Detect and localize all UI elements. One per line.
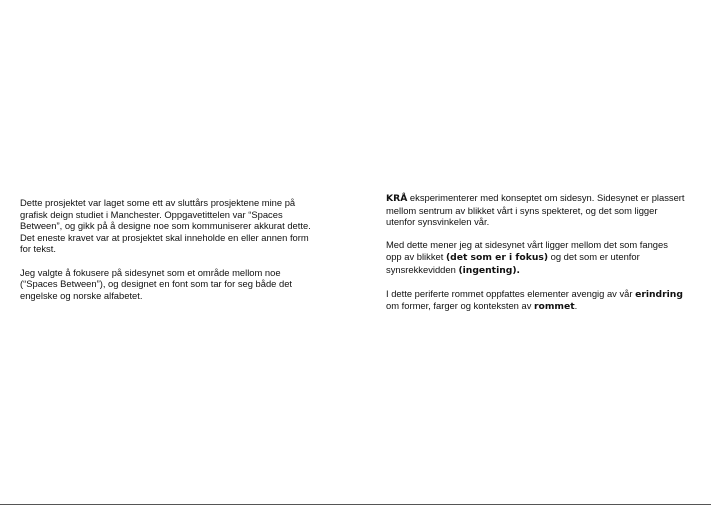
space-text-3: . xyxy=(574,300,578,312)
nothing-emphasis: (ingenting). xyxy=(458,264,521,276)
intro-paragraph: Dette prosjektet var laget some ett av sluttårs prosjektene mine på grafisk deign studiet i Manchester. Oppgavetittelen var “Spaces Between”, og gikk på å designe noe som kommuniserer akkurat dette. Det eneste kravet var at prosjektet skal inneholde en eller annen form for tekst. xyxy=(20,197,311,255)
peripheral-space-paragraph xyxy=(386,288,686,313)
kra-text: eksperimenterer med konseptet om sidesyn. Sidesynet er plassert mellom sentrum av blikket vårt i syns spekteret, og det som ligger utenfor synsvinkelen vår. xyxy=(386,192,685,228)
peripheral-text-2: og det som er utenfor synsrekkevidden xyxy=(386,250,640,275)
peripheral-text-1: Med dette mener jeg at sidesynet vårt ligger mellom det som fanges opp av blikket xyxy=(386,239,668,262)
concept-paragraph: Jeg valgte å fokusere på sidesynet som et område mellom noe (“Spaces Between”), og designet en font som tar for seg både det engelske og norske alfabetet. xyxy=(20,266,293,301)
peripheral-vision-paragraph xyxy=(386,239,686,276)
space-text-1: I dette periferte rommet oppfattes elementer avengig av vår xyxy=(386,287,636,299)
room-emphasis: rommet xyxy=(534,301,575,313)
kra-title: KRÅ xyxy=(386,193,408,204)
left-text-column xyxy=(20,197,320,313)
focus-emphasis: (det som er i fokus) xyxy=(445,251,549,263)
space-text-2: om former, farger og konteksten av xyxy=(386,300,534,312)
kra-paragraph xyxy=(386,192,686,228)
right-text-column xyxy=(386,192,686,325)
memory-emphasis: erindring xyxy=(635,288,683,300)
